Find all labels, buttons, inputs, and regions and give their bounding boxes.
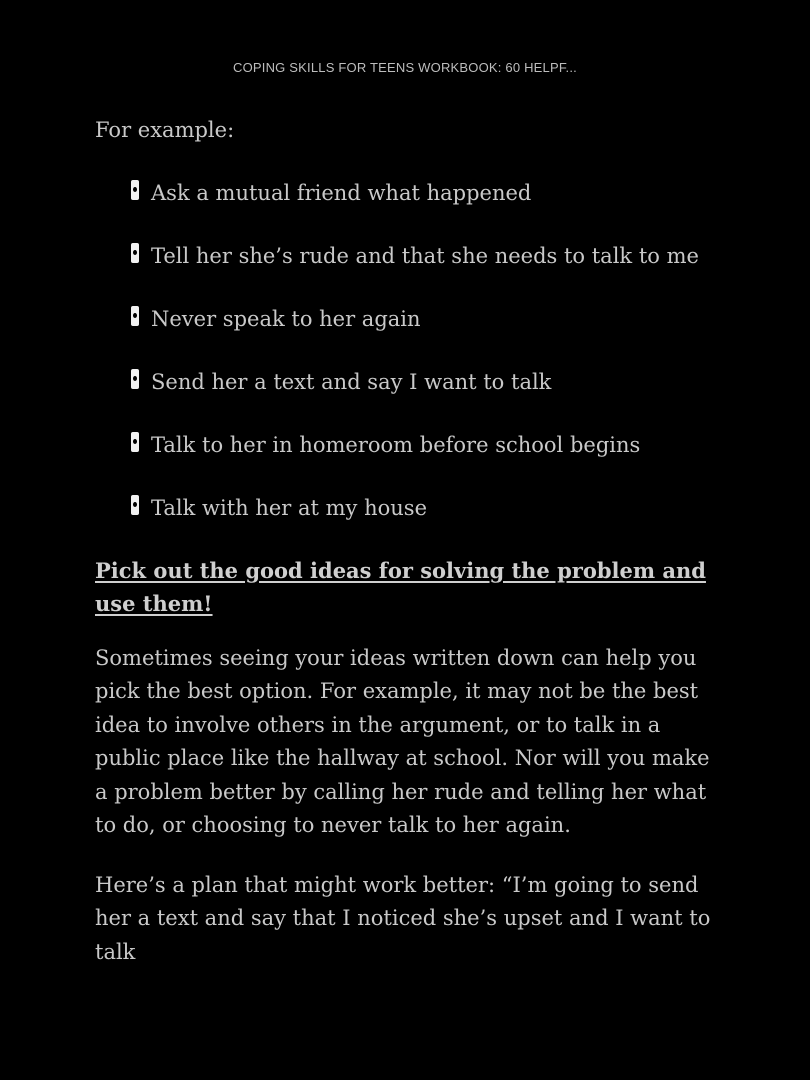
book-title-header: COPING SKILLS FOR TEENS WORKBOOK: 60 HELPF...: [233, 60, 577, 75]
bullet-icon: [131, 369, 139, 389]
list-item: [131, 351, 720, 414]
bullet-icon: [131, 306, 139, 326]
list-item-text: Talk to her in homeroom before school begins: [151, 433, 641, 457]
bullet-icon: [131, 495, 139, 515]
section-heading: Pick out the good ideas for solving the problem and use them!: [95, 557, 706, 616]
list-item-text: Tell her she’s rude and that she needs to talk to me: [151, 244, 699, 268]
bullet-icon: [131, 243, 139, 263]
example-list: [95, 162, 720, 540]
bullet-icon: [131, 432, 139, 452]
list-item-text: Never speak to her again: [151, 307, 421, 331]
bullet-icon: [131, 180, 139, 200]
list-item: [131, 414, 720, 477]
list-item: [131, 288, 720, 351]
list-item-text: Ask a mutual friend what happened: [151, 181, 532, 205]
page-content: [95, 114, 720, 995]
list-item-text: Talk with her at my house: [151, 496, 427, 520]
body-paragraph: Here’s a plan that might work better: “I’m going to send her a text and say that I noticed she’s upset and I want to talk: [95, 872, 711, 964]
list-item-text: Send her a text and say I want to talk: [151, 370, 552, 394]
intro-text: For example:: [95, 118, 235, 142]
list-item: [131, 162, 720, 225]
body-paragraph: Sometimes seeing your ideas written down can help you pick the best option. For example, it may not be the best idea to involve others in the argument, or to talk in a public place like the hallway at school. Nor will you make a problem better by calling her rude and telling her what to do, or choosing to never talk to her again.: [95, 645, 710, 837]
list-item: [131, 477, 720, 540]
list-item: [131, 225, 720, 288]
